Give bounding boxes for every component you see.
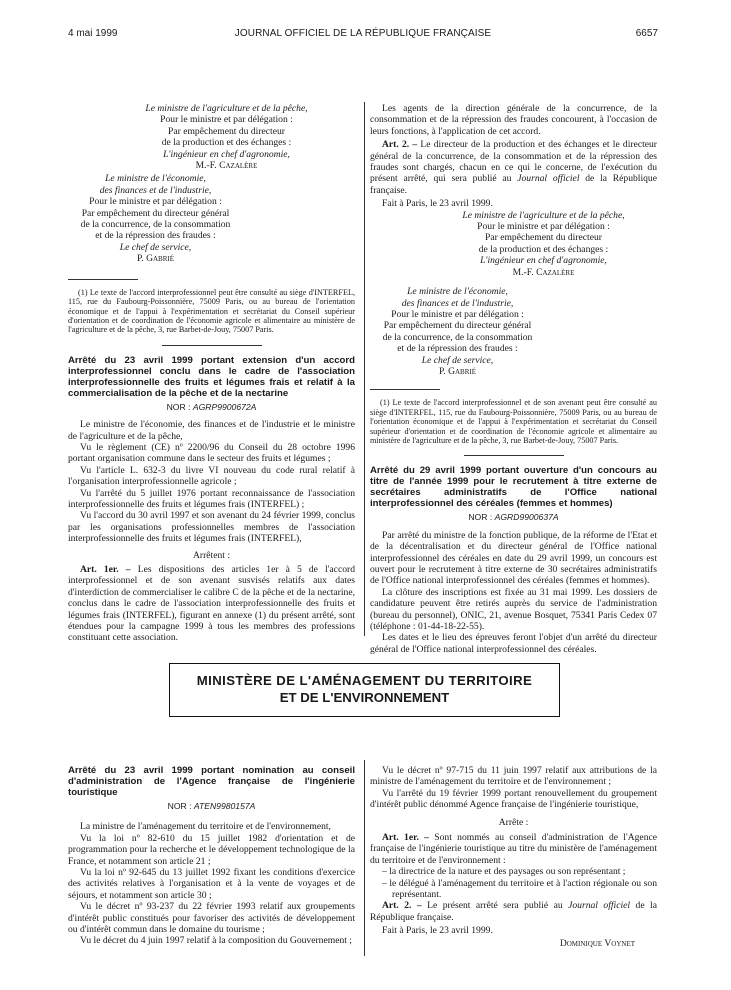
footnote-rule [68,279,138,280]
paragraph: La ministre de l'aménagement du territoire et de l'environnement, [80,821,331,833]
article-1: Art. 1er. – Les dispositions des articles 1er à 5 de l'accord interprofessionnel et de son avenant susvisés relatifs aux dates d'interdiction de commercialiser le calibre C de la pêche et de la nectarine, conclus dans le cadre de l'association interprofessionnelle des fruits et légumes frais (INTERFEL), figurant en annexe (1) du présent arrêté, sont étendues pour la campagne 1999 à tous les membres des professions constituant cette association. [68,564,355,644]
decree-title: Arrêté du 29 avril 1999 portant ouverture d'un concours au titre de l'année 1999 pour le recrutement à titre externe de secrétaires administratifs de l'Office national interprofessionnel des céréales (femmes et hommes) [370,465,657,510]
nor-reference: NOR : ATEN9980157A [167,801,256,811]
signature-line: de la concurrence, de la consommation [80,219,231,231]
signature-line: Le ministre de l'économie, [105,173,206,185]
ministry-heading-line: ET DE L'ENVIRONNEMENT [279,690,450,705]
signature-block-agriculture [98,103,355,171]
ministry-heading-line: MINISTÈRE DE L'AMÉNAGEMENT DU TERRITOIRE [196,673,533,688]
signature-line: des finances et de l'industrie, [99,184,212,196]
signature-line: Le ministre de l'agriculture et de la pêche, [462,209,625,221]
signature-line: de la production et des échanges : [161,137,292,149]
list-item: – le délégué à l'aménagement du territoire et à l'action régionale ou son représentant. [382,877,657,901]
paragraph: Les dates et le lieu des épreuves feront l'objet d'un arrêté du directeur général de l'Office national interprofessionnel des céréales. [370,632,657,655]
paragraph: Vu le décret du 4 juin 1997 relatif à la composition du Gouvernement ; [80,935,352,947]
signature-line: Pour le ministre et par délégation : [477,221,610,233]
nor-reference: NOR : AGRP9900672A [166,401,257,412]
signature-line: L'ingénieur en chef d'agronomie, [480,255,607,267]
ministry-heading-box [169,663,560,717]
footnote [370,398,657,445]
fait-a-paris: Fait à Paris, le 23 avril 1999. [382,198,493,210]
nomination-list [370,866,657,900]
decree-title: Arrêté du 23 avril 1999 portant nomination au conseil d'administration de l'Agence française de l'ingénierie touristique [68,765,355,798]
page-header [68,28,658,42]
paragraph: Vu le décret nº 97-715 du 11 juin 1997 relatif aux attributions de la ministre de l'aménagement du territoire et de l'environnement ; [370,765,657,788]
paragraph: Les agents de la direction générale de la concurrence, de la consommation et de la répression des fraudes concourent, à l'occasion de leurs fonctions, à l'application de cet accord. [370,103,657,137]
paragraph: Vu l'arrêté du 19 février 1999 portant renouvellement du groupement d'intérêt public dénommé Agence française de l'ingénierie touristique, [370,787,657,811]
signature-line: Le chef de service, [421,354,494,366]
footnote-rule [370,389,440,390]
right-column-top [370,103,657,655]
paragraph: Vu le décret nº 93-237 du 22 février 1993 relatif aux groupements d'intérêt public constitués pour favoriser des activités de développement ou d'intérêt commun dans le domaine du tourisme ; [68,901,355,936]
header-date: 4 mai 1999 [68,28,118,39]
signature-line: et de la répression des fraudes : [95,230,216,242]
column-divider-top [364,102,365,636]
paragraph: Vu la loi nº 82-610 du 15 juillet 1982 d'orientation et de programmation pour la recherche et le développement technologique de la France, et notamment son article 21 ; [68,832,355,867]
paragraph: Vu l'accord du 30 avril 1997 et son avenant du 24 février 1999, conclus par les organisations professionnelles membres de l'association interprofessionnelle des fruits et légumes frais (INTERFEL), [68,510,355,545]
signature-name: M.-F. Cazalère [512,266,575,278]
paragraph: Vu la loi nº 92-645 du 13 juillet 1992 fixant les conditions d'exercice des activités relatives à l'organisation et à la vente de voyages et de séjours, et notamment son article 30 ; [68,867,355,901]
footnote-text: (1) Le texte de l'accord interprofessionnel peut être consulté au siège d'INTERFEL, 115, rue du Faubourg-Poissonnière, 75009 Paris, ou au bureau de l'orientation économique et de l'appui à l'expérimentation et secrétariat du Conseil supérieur d'orientation et de coordination de l'économie agricole et alimentaire au ministère de l'agriculture et de la pêche, 3, rue Barbet-de-Jouy, 75007 Paris. [68,287,355,335]
signature-line: et de la répression des fraudes : [397,343,518,355]
header-page-number: 6657 [635,28,658,39]
signature-line: de la concurrence, de la consommation [382,331,533,343]
signature-line: Le ministre de l'agriculture et de la pêche, [145,103,308,114]
signature-line: Par empêchement du directeur général [383,320,532,332]
paragraph: Vu l'article L. 632-3 du livre VI nouveau du code rural relatif à l'organisation interprofessionnelle agricole ; [68,464,355,488]
signature-block-economie [370,286,545,377]
signature-line: des finances et de l'industrie, [401,297,514,309]
arrete-label: Arrête : [498,816,529,828]
list-item: – la directrice de la nature et des paysages ou son représentant ; [382,866,626,878]
signature-line: de la production et des échanges : [478,243,609,255]
header-journal-title: JOURNAL OFFICIEL DE LA RÉPUBLIQUE FRANÇAISE [234,28,492,39]
arretent-label: Arrêtent : [192,549,231,561]
signature-name: M.-F. Cazalère [195,160,258,172]
left-column-bottom [68,765,355,947]
paragraph: Vu le règlement (CE) nº 2200/96 du Conseil du 28 octobre 1996 portant organisation commune dans le secteur des fruits et légumes ; [68,441,355,465]
signature-name: Dominique Voynet [559,937,635,949]
paragraph: La clôture des inscriptions est fixée au 31 mai 1999. Les dossiers de candidature peuvent être retirés auprès du service de l'administration (bureau du personnel), ONIC, 21, avenue Bosquet, 75341 Paris Cedex 07 (téléphone : 01-44-18-22-55). [370,586,657,633]
footnote [68,288,355,335]
article-1: Art. 1er. – Sont nommés au conseil d'administration de l'Agence française de l'ingénierie touristique au titre du ministère de l'aménagement du territoire et de l'environnement : [370,832,658,866]
signature-line: Par empêchement du directeur [485,232,602,244]
signature-line: Pour le ministre et par délégation : [391,308,524,320]
left-column-top [68,103,355,644]
column-divider-bottom [364,760,365,956]
signature-block-economie [68,173,243,264]
section-separator [464,455,564,456]
paragraph: Le ministre de l'économie, des finances et de l'industrie et le ministre de l'agriculture et de la pêche, [68,419,355,442]
signature-line: Le chef de service, [119,241,192,253]
paragraph: Par arrêté du ministre de la fonction publique, de la réforme de l'Etat et de la décentralisation et du directeur général de l'Office national interprofessionnel des céréales en date du 29 avril 1999, un concours est ouvert pour le recrutement à titre externe de 30 secrétaires administratifs de l'Office national interprofessionnel des céréales (femmes et hommes). [370,529,657,587]
section-separator [162,345,262,346]
decree-title: Arrêté du 23 avril 1999 portant extension d'un accord interprofessionnel conclu dans le cadre de l'association interprofessionnelle des fruits et légumes frais et relatif à la commercialisation de la pêche et de la nectarine [68,354,355,399]
nor-reference: NOR : AGRD9900637A [468,512,559,523]
signature-name: P. Gabrié [439,365,476,377]
signature-line: Le ministre de l'économie, [407,286,508,298]
signature-block-agriculture [430,210,657,278]
paragraph: Vu l'arrêté du 5 juillet 1976 portant reconnaissance de l'association interprofessionnelle des fruits et légumes frais (INTERFEL) ; [68,487,355,510]
fait-a-paris: Fait à Paris, le 23 avril 1999. [382,925,493,937]
footnote-text: (1) Le texte de l'accord interprofessionnel et de son avenant peut être consulté au siège d'INTERFEL, 115, rue du Faubourg-Poissonnière, 75009 Paris, ou au bureau de l'orientation économique et de l'appui à l'expérimentation et secrétariat du Conseil supérieur d'orientation et de coordination de l'économie agricole et alimentaire au ministère de l'agriculture et de la pêche, 3, rue Barbet-de-Jouy, 75007 Paris. [370,398,657,445]
signature-line: Par empêchement du directeur général [81,207,230,219]
signature-name: P. Gabrié [137,253,174,265]
signature-line: Par empêchement du directeur [168,125,285,137]
signature-line: L'ingénieur en chef d'agronomie, [163,148,290,160]
right-column-bottom [370,765,657,949]
signature-line: Pour le ministre et par délégation : [89,196,222,208]
article-2: Art. 2. – Le présent arrêté sera publié au Journal officiel de la République française. [370,900,657,923]
signature-line: Pour le ministre et par délégation : [160,114,293,126]
article-2: Art. 2. – Le directeur de la production et des échanges et le directeur général de la concurrence, de la consommation et de la répression des fraudes sont chargés, chacun en ce qui le concerne, de l'exécution du présent arrêté, qui sera publié au Journal officiel de la République française. [370,139,657,196]
